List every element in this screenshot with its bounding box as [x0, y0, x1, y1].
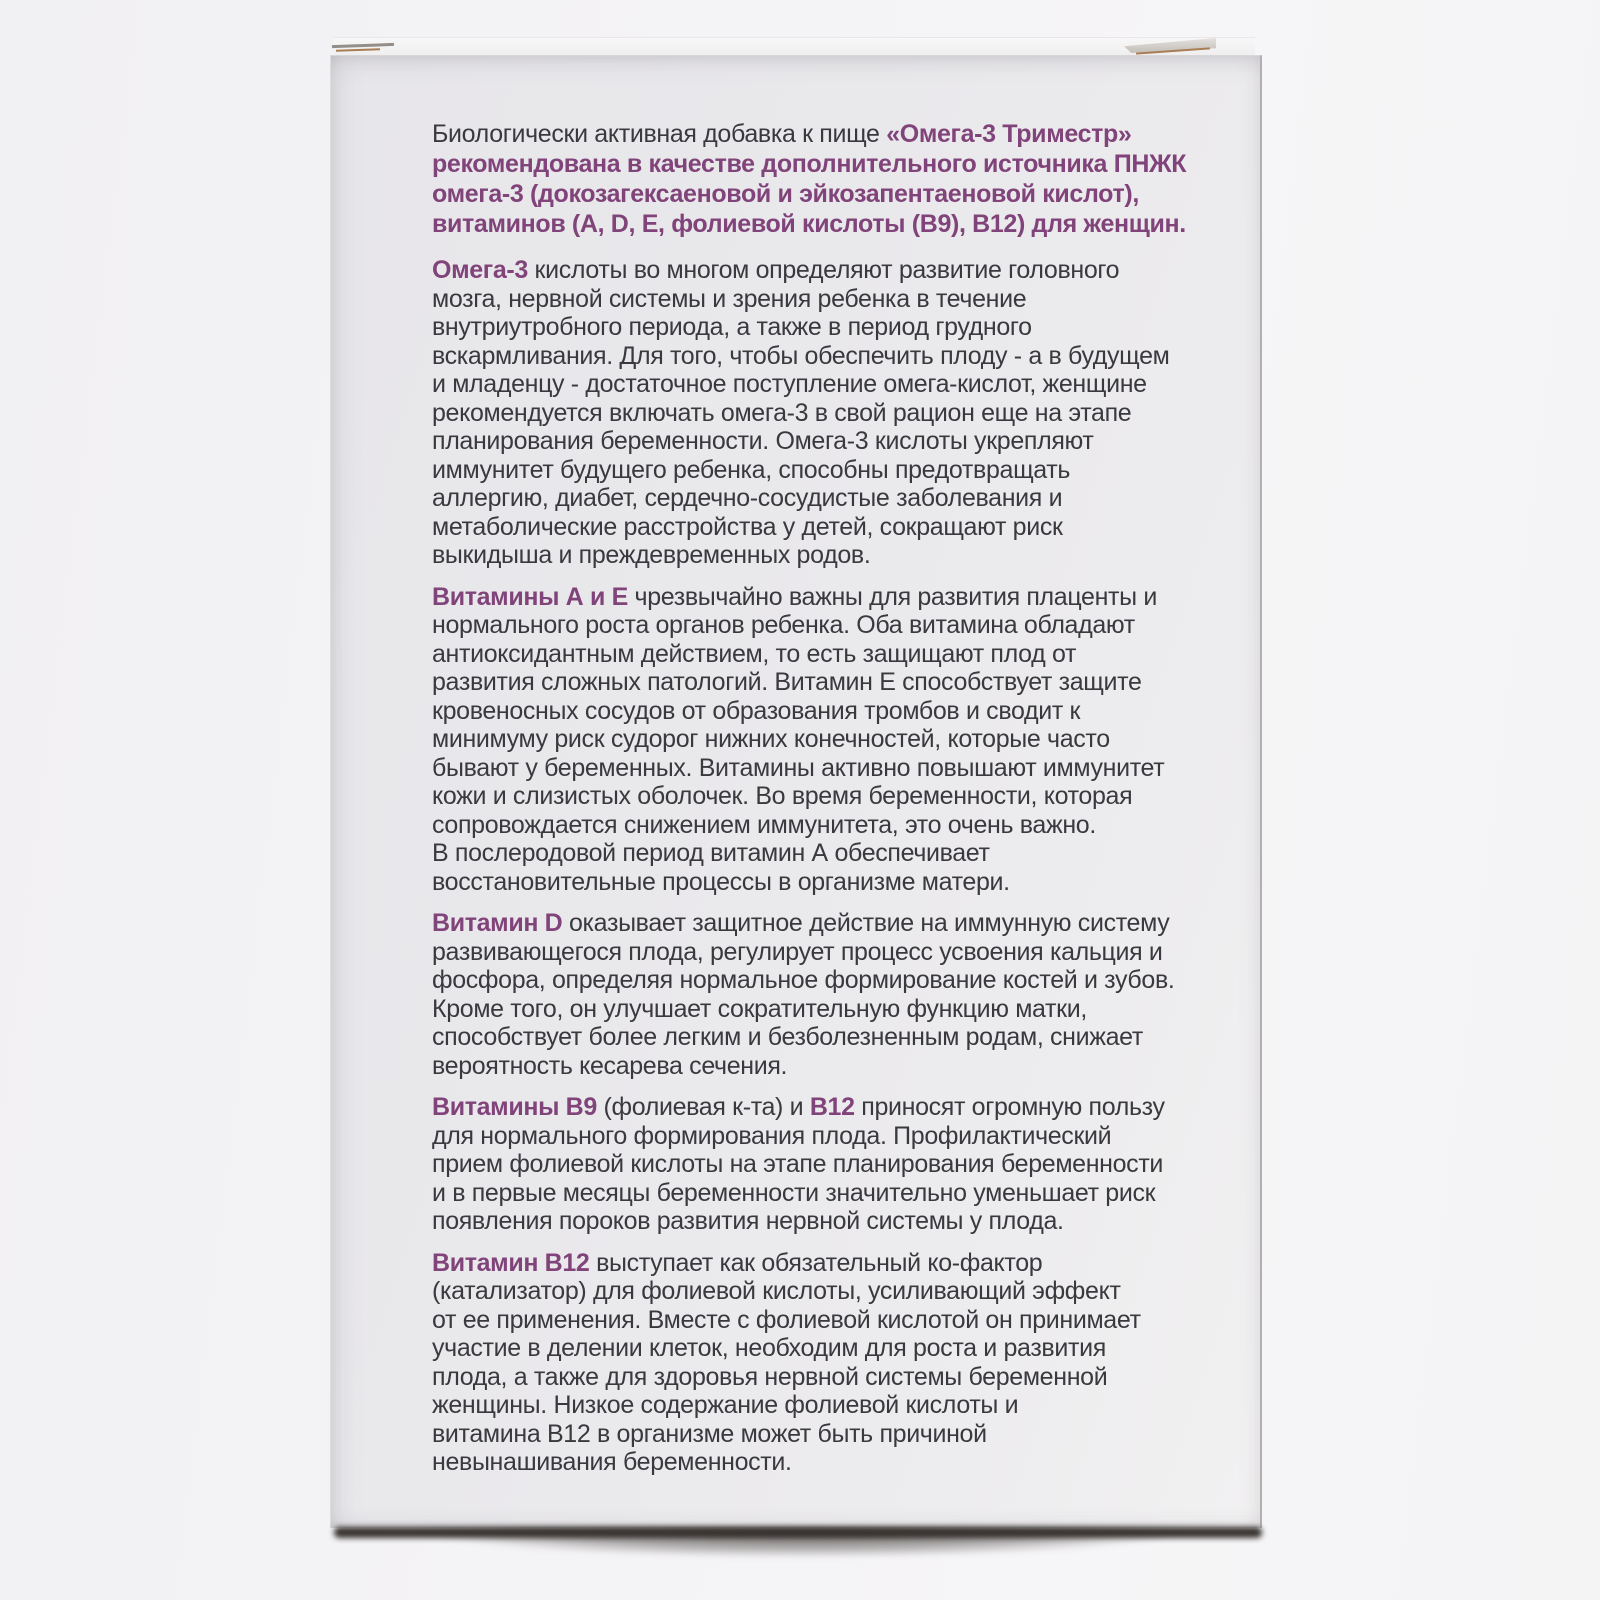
body-text: оказывает защитное действие на иммунную систему: [562, 909, 1170, 937]
text-line: [432, 1023, 1202, 1052]
body-text: развития сложных патологий. Витамин Е способствует защите: [432, 668, 1142, 696]
body-text: нормального роста органов ребенка. Оба витамина обладают: [432, 611, 1135, 639]
body-text: чрезвычайно важны для развития плаценты и: [627, 582, 1157, 611]
text-line: [432, 668, 1202, 697]
text-line: [432, 179, 1202, 209]
text-line: [432, 611, 1202, 640]
body-text: рекомендуется включать омега-3 в свой рацион еще на этапе: [432, 398, 1132, 427]
package-description-text: [432, 119, 1202, 1490]
text-line: [432, 640, 1202, 669]
body-text: антиоксидантным действием, то есть защищают плод от: [432, 639, 1077, 668]
text-line: [432, 1052, 1202, 1081]
text-line: [432, 1207, 1202, 1236]
body-text: кислоты во многом определяют развитие головного: [527, 256, 1120, 284]
text-line: [432, 966, 1202, 995]
body-text: бывают у беременных. Витамины активно повышают иммунитет: [432, 753, 1165, 782]
body-text: от ее применения. Вместе с фолиевой кислотой он принимает: [432, 1305, 1141, 1334]
text-line: [432, 725, 1202, 754]
accent-text: Витамины В9: [432, 1093, 597, 1121]
text-line: [432, 1179, 1202, 1208]
body-text: фосфора, определяя нормальное формирование костей и зубов.: [432, 966, 1175, 994]
body-text: аллергию, диабет, сердечно-сосудистые заболевания и: [432, 484, 1063, 512]
body-text: иммунитет будущего ребенка, способны предотвращать: [432, 455, 1071, 484]
text-line: [432, 342, 1202, 371]
body-text: и младенцу - достаточное поступление омега-кислот, женщине: [432, 370, 1147, 398]
text-line: [432, 754, 1202, 783]
accent-text: витаминов (A, D, E, фолиевой кислоты (B9), B12) для женщин.: [432, 210, 1186, 238]
body-text: вероятность кесарева сечения.: [432, 1051, 788, 1080]
body-text: появления пороков развития нервной системы у плода.: [432, 1207, 1064, 1235]
description-paragraph: [432, 1093, 1202, 1236]
text-line: [432, 313, 1202, 342]
body-text: минимуму риск судорог нижних конечностей, которые часто: [432, 725, 1110, 753]
body-text: (катализатор) для фолиевой кислоты, усиливающий эффект: [432, 1277, 1121, 1305]
box-shadow-core: [334, 1527, 1262, 1538]
text-line: [432, 868, 1202, 897]
text-line: [432, 119, 1202, 149]
accent-text: Витамин D: [432, 909, 563, 937]
text-line: [432, 1093, 1202, 1122]
accent-text: рекомендована в качестве дополнительного источника ПНЖК: [432, 150, 1187, 178]
accent-text: В12: [809, 1093, 855, 1121]
text-line: [432, 285, 1202, 314]
text-line: [432, 541, 1202, 570]
text-line: [432, 1391, 1202, 1420]
description-paragraph: [432, 909, 1202, 1080]
text-line: [432, 811, 1202, 840]
body-text: сопровождается снижением иммунитета, это очень важно.: [432, 810, 1096, 839]
body-text: Биологически активная добавка к пище: [432, 120, 887, 148]
text-line: [432, 1306, 1202, 1335]
body-text: выступает как обязательный ко-фактор: [589, 1248, 1043, 1277]
text-line: [432, 839, 1202, 868]
description-paragraph: [432, 583, 1202, 897]
body-text: для нормального формирования плода. Профилактический: [432, 1121, 1112, 1150]
text-line: [432, 1334, 1202, 1363]
text-line: [432, 399, 1202, 428]
body-text: выкидыша и преждевременных родов.: [432, 541, 871, 569]
text-line: [432, 513, 1202, 542]
description-paragraph: [432, 119, 1202, 239]
body-text: кровеносных сосудов от образования тромбов и сводит к: [432, 696, 1081, 725]
accent-text: «Омега-3 Триместр»: [886, 120, 1132, 148]
body-text: развивающегося плода, регулирует процесс усвоения кальция и: [432, 937, 1163, 966]
accent-text: Омега-3: [432, 256, 528, 284]
accent-text: Витамин В12: [432, 1248, 590, 1277]
text-line: [432, 456, 1202, 485]
body-text: (фолиевая к-та) и: [596, 1093, 810, 1121]
text-line: [432, 1150, 1202, 1179]
text-line: [432, 938, 1202, 967]
text-line: [432, 209, 1202, 239]
text-line: [432, 1363, 1202, 1392]
text-line: [432, 1448, 1202, 1477]
body-text: участие в делении клеток, необходим для роста и развития: [432, 1334, 1106, 1362]
body-text: Кроме того, он улучшает сократительную функцию матки,: [432, 994, 1087, 1023]
accent-text: Витамины А и Е: [432, 582, 628, 611]
body-text: женщины. Низкое содержание фолиевой кислоты и: [432, 1391, 1019, 1419]
description-paragraph: [432, 256, 1202, 570]
body-text: плода, а также для здоровья нервной системы беременной: [432, 1362, 1108, 1391]
text-line: [432, 782, 1202, 811]
text-line: [432, 1420, 1202, 1449]
text-line: [432, 995, 1202, 1024]
text-line: [432, 909, 1202, 938]
text-line: [432, 697, 1202, 726]
text-line: [432, 583, 1202, 612]
description-paragraph: [432, 1249, 1202, 1477]
text-line: [432, 484, 1202, 513]
body-text: витамина В12 в организме может быть причиной: [432, 1419, 987, 1448]
body-text: планирования беременности. Омега-3 кислоты укрепляют: [432, 427, 1094, 455]
body-text: способствует более легким и безболезненным родам, снижает: [432, 1023, 1143, 1051]
text-line: [432, 149, 1202, 179]
text-line: [432, 1277, 1202, 1306]
accent-text: омега-3 (докозагексаеновой и эйкозапентаеновой кислот),: [432, 180, 1139, 208]
body-text: восстановительные процессы в организме матери.: [432, 867, 1010, 896]
body-text: внутриутробного периода, а также в период грудного: [432, 313, 1032, 341]
text-line: [432, 427, 1202, 456]
body-text: и в первые месяцы беременности значительно уменьшает риск: [432, 1178, 1156, 1207]
text-line: [432, 370, 1202, 399]
text-line: [432, 1249, 1202, 1278]
body-text: невынашивания беременности.: [432, 1448, 792, 1476]
text-line: [432, 1122, 1202, 1151]
text-line: [432, 256, 1202, 285]
body-text: приносят огромную пользу: [854, 1093, 1165, 1121]
body-text: В послеродовой период витамин А обеспечивает: [432, 839, 990, 867]
body-text: прием фолиевой кислоты на этапе планирования беременности: [432, 1150, 1164, 1178]
body-text: мозга, нервной системы и зрения ребенка в течение: [432, 284, 1027, 313]
body-text: кожи и слизистых оболочек. Во время беременности, которая: [432, 782, 1133, 810]
body-text: вскармливания. Для того, чтобы обеспечить плоду - а в будущем: [432, 341, 1170, 370]
body-text: метаболические расстройства у детей, сокращают риск: [432, 512, 1063, 541]
